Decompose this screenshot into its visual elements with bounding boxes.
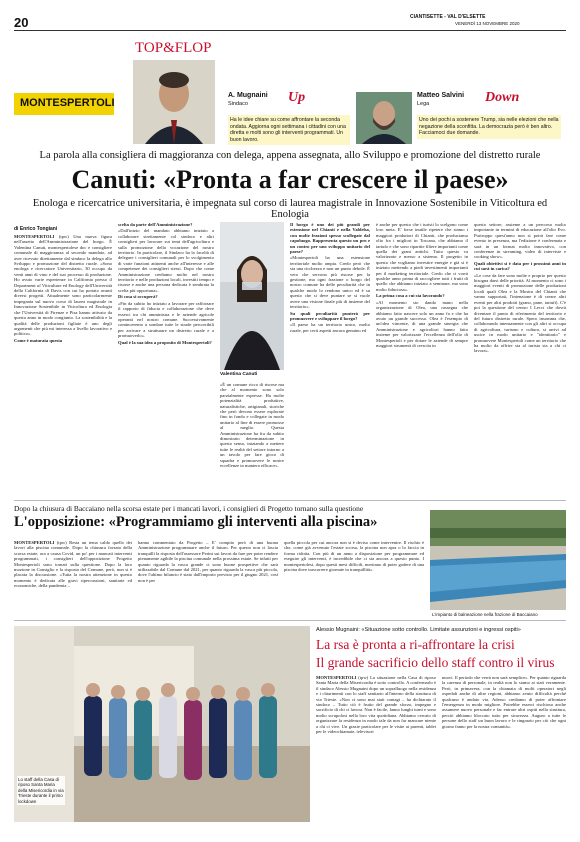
article-text: (tpw) Una nuova figura nell'assetto dell'Amministrazione del borgo. È Valentina Canuti, montespertolese doc e consigliere comunale di maggioranza al secondo mandato, ad aver ricevuto direttamente dal sindaco la delega allo Sviluppo e promozione del distretto rurale. «Sono enologa e ricercatore Universitario, 30 occupo da venti anni di vino e del suo processo di produzione. Ho avuto varie esperienze in California presso il Department of Viticulture ed Enology dell'Università della California di Davis con cui ho portato avanti diversi progetti. Attualmente sono particolarmente impegnata sul nuovo corso di laurea magistrale in Innovazione Sostenibile in Viticoltura ed Enologia che l'Università di Firenze e Pisa hanno attivato da questo anno in modo congiunto. La sostenibilità e la qualità delle produzioni figliate è uno degli argomenti che più mi interessa a livello lavorativo e politico». (14, 234, 112, 337)
interview-question: La prima cosa a cui sta lavorando? (376, 293, 445, 299)
article-text: «Fin da subito ho iniziato a lavorare per rafforzare il rapporto di fiducia e collaborazione che deve esserci tra chi amministra e le aziende agricole operanti nel nostro comune. Successivamente cominceremo a sondare tutte le strade percorribili per arrivare a strutturare un distretto rurale e a promuoverlo». (118, 300, 214, 339)
interview-question: Come è maturata questa (14, 337, 63, 343)
article-text: questo settore, assieme a un percorso molto importante in termini di educazione all'olio Evo. Purtroppo quest'anno non si potrà fare come evento in presenza, ma l'edizione è confermata e sarà in un format molto innovativo, con conferenze in streaming, video di interviste e cooking show». (474, 222, 566, 260)
dateline: MONTESPERTOLI (316, 675, 357, 680)
article1-column-5 (474, 222, 566, 494)
article-text: hanno commentato da Progetto – E' compito però di una buona Amministrazione programmare anche il futuro. Per questo non ci lascia tranquilli la risposta dell'assessore Perini sui lavori da fare per poter rendere pienamente agibile la piscina comunale nella prossima estate. Se infatti per quanto riguarda la vasca grande ci sono buone prospettive che sarà utilizzabile dal Comune dal 2021, per quanto riguarda la vasca più piccola, dove l'ultimo bilancio è stato dall'importo previsto per il giugno 2021, così non è per (138, 540, 278, 583)
article-text: «Le cose da fare sono molte e proprio per questo bisogna darsi delle priorità. Al momento ci sono i maggiori eventi di promozione delle produzioni locali quali Olea e la Mostra del Chianti che vanno supportati, l'intenzione è di creare altri eventi per altri prodotti (grano, pane, tartufi). C'è poi la questione del centro I Lecci che dovrà diventare il punto di riferimento del territorio e del futuro distretto rurale. Spero insomma che, collaborando intensamente con gli altri si occupa di agricoltura, turismo e cultura, si arrivi ad uscire in modo unitario e "identitario" e promuovere Montespertoli come un territorio che ha molto da offrire sia al turista sia a chi ci lavora». (474, 272, 566, 354)
interview-question: Il borgo è uno dei più grandi per estensione nel Chianti e nella Valdelsa, con molte frazioni spesso scollegate dal capoluogo. Rappresenta questo un pro e un contro per uno sviluppo unitario del paese? (290, 222, 370, 255)
publication-brand: CIANTISETTE - VAL D'ELSETTE (410, 14, 486, 20)
staff-photo (14, 626, 310, 822)
article1-byline: di Enrico Tongiani (14, 226, 58, 232)
article-text: «Montespertoli ha una estensione territoriale molto ampia. Credo però che sia una ricchezza e non un punto debole. È vero che servono più risorse per la gestione, ma ogni frazione o borgo del nostro comune ha delle peculiarità che in qualche modo lo rendono unico ed è su questo che si deve puntare se si vuole avere una visione finale più di insieme del territorio». (290, 255, 370, 310)
article-text: quella piccola per cui ancora non si è deciso come intervenire. Il rischio è che, come già avvenuto l'estate scorsa, la piscina non apra o lo faccia in forma ridotta. Con più di un anno a disposizione per programmare ed eseguire gli interventi, è incredibile che ci sia ancora a questo punto. I montespertolesi, dopo questi mesi difficili, meritano di poter godere di una piscina dove trascorrere giornate in tranquillità». (284, 540, 424, 573)
article-divider (14, 500, 566, 501)
page-number: 20 (14, 15, 29, 30)
article-text: «È un comune ricco di risorse ma che al momento sono solo parzialmente espresse. Ha molte potenzialità produttive, naturalistiche, artigianali, storiche che però devono essere esplorate fino in fondo e collegate in modo unitario al fine di essere promosse al meglio. Questa Amministrazione ha fra da subito dimostrato determinazione in questo senso, iniziando a mettere tutte le realtà del settore intorno a un tavolo per fare gioco di squadra e promuovere le nostre eccellenze in maniera efficace». (220, 382, 284, 469)
article2-column-3 (284, 540, 424, 608)
article1-kicker: La parola alla consigliera di maggioranza con delega, appena assegnata, allo Sviluppo e promozione del distretto rurale (39, 150, 541, 161)
article3-title: La rsa è pronta a ri-affrontare la crisi (316, 637, 515, 652)
article1-column-3a (220, 382, 284, 494)
article-text: nuovi. Il periodo che verrà non sarà semplice». Per quanto riguarda la carenza di personale, in realtà non lo siamo ai stati veramente. Però, in primavera, con la chiamata di molti operatori negli ospedali anche di altre regioni, abbiamo avuto difficoltà perché qualcuno è andato via. Adesso crediamo di poter affrontare l'emergenza in modo migliore. Potrebbe esserci rischioso anche assumere nuovo personale e far entrare altri ospiti nella struttura, perciò abbiamo bloccato tutto per sicurezza. Auguro a tutte le persone dello staff un buon lavoro e le ringrazio per ciò che ogni giorno fanno per la nostra comunità». (442, 675, 566, 729)
salvini-photo (356, 92, 412, 144)
topflop-heading: TOP&FLOP (135, 40, 212, 56)
publication-date: VENERDÌ 13 NOVEMBRE 2020 (455, 21, 520, 26)
section-label (14, 93, 114, 115)
flop-person-name: Matteo Salvini (417, 92, 465, 99)
down-badge: Down (485, 90, 520, 105)
staff-photo-caption: Lo staff della Casa di riposo Santa Maria della Misericordia in via Trieste durante il primo lockdown (18, 777, 64, 804)
article2-column-2 (138, 540, 278, 608)
canuti-photo (220, 222, 284, 370)
dateline: MONTESPERTOLI (14, 234, 55, 239)
article1-column-2 (118, 222, 214, 494)
top-person-name: A. Mugnaini (228, 92, 268, 99)
article-text: (tpw) La situazione nella Casa di riposo Santa Maria della Misericordia è sotto controllo. A confermarlo è il sindaco Alessio Mugnaini dopo un sopralluogo nella residenza e i chiarimenti con lo staff sanitario all'interno della struttura di via Trieste. «Non ci sono mai stati contagi – ha dichiarato il sindaco – Tutto ciò è frutto del grande sforzo, impegno e sacrificio di chi ci lavora. Non è facile, fanno lunghi turni e sono molto scrupolosi nella loro vita quotidiana. Abbiamo cercato di organizzare la residenza in modo tale da non far mancare niente a chi ci vive. Un grazie particolare per le visite ai parenti, tablet per le videochiamate, televisori (316, 675, 436, 735)
article1-subtitle: Enologa e ricercatrice universitaria, è impegnata sul corso di laurea magistrale in Innovazione Sostenibile in Viticoltura ed Enologia (32, 198, 548, 220)
article1-column-3b (290, 222, 370, 494)
article-text: «Al momento sto dando mano nella organizzazione di Olea, una rassegna che abbiamo fatto nascere solo un anno fa e che ha avuto un grande successo. Olea è l'esempio di un'idea vincente, di una grande sinergia che Amministrazione e agricoltori hanno fatto insieme per valorizzare l'eccellenza dell'olio di Montespertoli e per dotare le aziende di sempre maggiori strumenti di crescita in (376, 299, 468, 348)
top-person-role: Sindaco (228, 101, 248, 107)
pool-photo-caption: L'impianto di balneazione nella frazione di Baccaiano (432, 612, 538, 617)
dateline: MONTESPERTOLI (14, 540, 55, 545)
article1-title: Canuti: «Pronta a far crescere il paese» (71, 165, 509, 194)
up-badge: Up (288, 90, 306, 105)
mugnaini-photo (133, 60, 215, 144)
article3-column-2 (442, 675, 566, 825)
interview-question: Di cosa si occuperà? (118, 294, 158, 300)
article1-column-1 (14, 234, 112, 494)
interview-question: Quali obiettivi si è data per i prossimi anni in cui sarà in carica? (474, 260, 566, 272)
interview-question: Su quali peculiarità punterà per promuovere e sviluppare il borgo? (290, 310, 370, 321)
article1-column-4 (376, 222, 468, 494)
article2-column-1 (14, 540, 132, 608)
article3-kicker: Alessio Mugnaini: «Situazione sotto controllo. Limitate assunzioni e ingressi ospiti» (316, 627, 521, 633)
header-rule (14, 30, 566, 31)
article-text: (tpw) Resta un tema caldo quello dei lavori alla piscina comunale. Dopo la chiusura forzata della scorsa estate, ora a causa Covid, un po' per i mancati interventi programmati, i consiglieri dell'opposizione Progetto Montespertoli sono tornati sulla questione. Dopo la loro mozione in Consiglio e la risposta del Comune, però, non si è placata la discussione. «Tutta la nostra attenzione in questo momento è dedicata alle gravi ripercussioni, sanitarie ed economiche, della pandemia – (14, 540, 132, 589)
article3-column-1 (316, 675, 436, 825)
flop-person-role: Lega (417, 101, 430, 107)
article2-title: L'opposizione: «Programmiamo gli interventi alla piscina» (14, 514, 378, 530)
pool-photo (430, 510, 566, 610)
article2-kicker: Dopo la chiusura di Baccaiano nella scorsa estate per i mancati lavori, i consiglieri di Progetto tornano sulla questione (14, 504, 364, 513)
canuti-photo-caption: Valentina Canuti (220, 372, 258, 377)
article-text: «Il paese ha un territorio unico, molto rurale, per certi aspetti ancora genuino ed (290, 322, 370, 333)
article-text: «Dall'inizio del mandato abbiamo iniziato a collaborare strettamente col sindaco e altri consiglieri per lavorare sui temi dell'agricoltura e sulla promozione della vocazione del nostro territorio. In particolare, il Sindaco ha la facoltà di delegare i consiglieri comunali per lo svolgimento di varie funzioni attinenti anche all'interesse e alle competenze dei consiglieri stessi. Dopo che come Amministrazione crediamo molto nel nostro territorio e nelle produzioni locali, investiti tempo e risorse e anche una persona dedicata è sembrata la scelta più opportuna». (118, 228, 214, 293)
section-label-text: MONTESPERTOLI (20, 97, 115, 109)
article3-title-2: Il grande sacrificio dello staff contro il virus (316, 655, 555, 670)
interview-question: scelta da parte dell'Amministrazione? (118, 222, 193, 227)
flop-text: Uno dei pochi a sostenere Trump, sia nelle elezioni che nella negazione della sconfitta. La democrazia però è ben altro. Facciamoci due domande. (417, 115, 561, 139)
article-divider (14, 620, 566, 621)
interview-question: Qual è la sua idea a proposito di Montespertoli? (118, 339, 212, 345)
top-text: Ha le idee chiare su come affrontare la seconda ondata. Aggiorna ogni settimana i cittadini con una diretta e molti sono gli interventi programmati. Un buon lavoro. (228, 115, 350, 145)
article-text: è anche per questo che i turisti lo scelgono come loro meta. E' forse inutile ripetere che siamo i maggiori produttori di Chianti, che produciamo olio fra i migliori in Toscana, che abbiamo il tartufo e che sono ripartite filiere importanti come quella dei grani antichi. Tutto questo va valorizzato e messo a sistema. Il progetto in questo che vogliamo investire energie e già si è iniziato mettendo a piedi investimenti importanti per il marketing territoriale. Credo che ci vorrà qualche anno prima di raccogliere tutti i frutti di quello che abbiamo iniziato a seminare, ma sono molto fiduciosa». (376, 222, 468, 292)
